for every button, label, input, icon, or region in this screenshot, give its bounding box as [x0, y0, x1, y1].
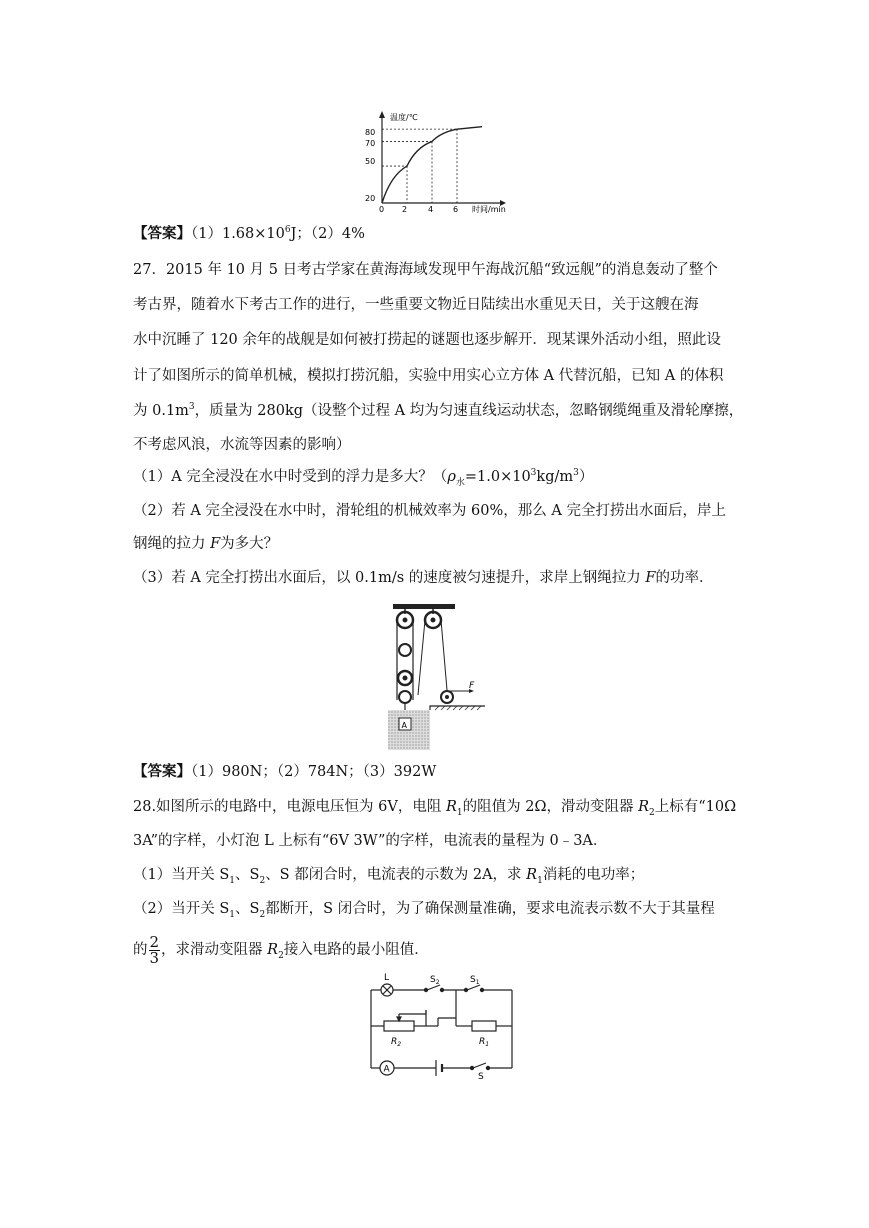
q28-line1: 28.如图所示的电路中，电源电压恒为 6V，电阻 $R_1$的阻值为 2Ω，滑动变阻器 $R_2$上标有“10Ω [133, 799, 737, 818]
circuit-label-S1: $S_1$ [470, 975, 480, 986]
q27-line4: 计了如图所示的简单机械，模拟打捞沉船，实验中用实心立方体 A 代替沉船，已知 A 的体积 [133, 368, 724, 384]
q27-line2: 考古界，随着水下考古工作的进行，一些重要文物近日陆续出水重见天日，关于这艘在海 [133, 297, 699, 313]
q27-sub1: （1）A 完全浸没在水中时受到的浮力是多大？$(\rho_水=1.0\times 10^3kg/m^3)$ [133, 468, 594, 488]
x-axis-label: 时间/min [472, 205, 506, 214]
circuit-label-S2: $S_2$ [430, 975, 440, 986]
q28-sub2-line1: （2）当开关 $S_1$、$S_2$都断开，S 闭合时，为了确保测量准确，要求电流表示数不大于其量程 [133, 901, 715, 920]
x-tick-0: 0 [379, 205, 385, 214]
fraction-two-thirds: $\frac{2}{3}$ [149, 932, 160, 967]
y-tick-70: 70 [365, 139, 376, 148]
q27-line3: 水中沉睡了 120 余年的战舰是如何被打捞起的谜题也逐步解开．现某课外活动小组，照此设 [133, 332, 721, 348]
circuit-label-ammeter: A [383, 1064, 390, 1075]
temperature-curve [382, 127, 482, 203]
fig-label-F: F [469, 681, 475, 691]
q27-sub2-line2: 钢绳的拉力 F为多大？ [133, 536, 279, 552]
pulley-system-figure [385, 600, 485, 752]
y-tick-50: 50 [365, 157, 376, 166]
q27-line5: 为 $0.1m^3$，质量为 280kg（设整个过程 A 均为匀速直线运动状态，忽略钢缆绳重及滑轮摩擦， [133, 402, 744, 419]
y-axis-label: 温度/℃ [390, 113, 418, 122]
fig-label-A: A [401, 721, 407, 730]
q27-sub2-line1: （2）若 A 完全浸没在水中时，滑轮组的机械效率为 60%，那么 A 完全打捞出水面后，岸上 [133, 503, 726, 519]
circuit-label-S: S [478, 1072, 484, 1080]
answer-27: 【答案】（1）980N；（2）784N；（3）392W [133, 764, 437, 780]
circuit-diagram [366, 968, 518, 1080]
y-tick-20: 20 [365, 194, 376, 203]
circuit-label-L: L [384, 973, 390, 983]
q27-line1: 27．2015 年 10 月 5 日考古学家在黄海海域发现甲午海战沉船“致远舰”的消息轰动了整个 [133, 262, 718, 278]
circuit-label-R1: $R_1$ [479, 1037, 490, 1048]
q27-sub3: （3）若 A 完全打捞出水面后，以 0.1m/s 的速度被匀速提升，求岸上钢绳拉力 F的功率． [133, 570, 714, 586]
x-tick-2: 2 [402, 205, 408, 214]
q27-line6: 不考虑风浪，水流等因素的影响） [133, 437, 351, 453]
y-tick-80: 80 [365, 128, 376, 137]
q28-line2: 3A”的字样，小灯泡 L 上标有“6V 3W”的字样，电流表的量程为 0﹣3A． [133, 833, 608, 849]
x-tick-6: 6 [453, 205, 459, 214]
q28-sub1: （1）当开关 $S_1$、$S_2$、S 都闭合时，电流表的示数为 2A，求 $R_1$消耗的电功率； [133, 867, 645, 886]
answer-26: 【答案】$(1)1.68\times 10^6J$；（2）4% [133, 225, 365, 242]
circuit-label-R2: $R_2$ [391, 1037, 402, 1048]
x-tick-4: 4 [428, 205, 434, 214]
q28-sub2-line2: 的 $\frac{2}{3}$ ，求滑动变阻器 $R_2$接入电路的最小阻值． [133, 932, 429, 967]
temperature-time-graph [360, 108, 510, 216]
